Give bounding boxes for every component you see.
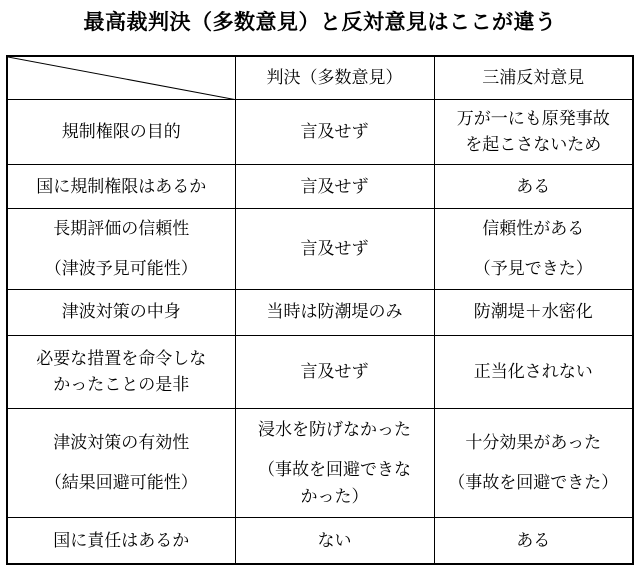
table-row (7, 209, 633, 290)
row-majority (235, 518, 434, 564)
table-row (7, 165, 633, 209)
cell-line: 正当化されない (473, 362, 593, 383)
row-majority (235, 100, 434, 165)
cell-line: 十分効果があった (465, 433, 602, 454)
cell-line: 防潮堤＋水密化 (473, 302, 593, 323)
row-majority (235, 336, 434, 409)
row-dissent (434, 518, 633, 564)
cell-line: 言及せず (300, 239, 369, 260)
cell-line: 万が一にも原発事故 (456, 109, 610, 130)
cell-line: （事故を回避できな (258, 460, 411, 481)
row-majority (235, 290, 434, 336)
row-majority (235, 209, 434, 290)
row-dissent (434, 209, 633, 290)
row-item (7, 209, 235, 290)
cell-line: 津波対策の中身 (61, 302, 181, 323)
row-item (7, 409, 235, 518)
cell-line: （津波予見可能性） (44, 259, 198, 280)
table-row (7, 290, 633, 336)
cell-line: 言及せず (300, 176, 369, 197)
header-row (7, 56, 633, 100)
cell-line: 言及せず (300, 122, 369, 143)
row-dissent (434, 409, 633, 518)
cell-line: かったことの是非 (53, 375, 190, 396)
cell-line: を起こさないため (465, 135, 602, 156)
cell-line: 国に責任はあるか (53, 530, 190, 551)
cell-line: 当時は防潮堤のみ (266, 302, 403, 323)
table-row (7, 409, 633, 518)
row-dissent (434, 290, 633, 336)
cell-line: 長期評価の信頼性 (53, 218, 190, 239)
row-dissent (434, 336, 633, 409)
cell-line: ある (516, 176, 551, 197)
cell-line: 国に規制権限はあるか (36, 176, 207, 197)
cell-line: 津波対策の有効性 (53, 433, 190, 454)
row-item (7, 100, 235, 165)
cell-line: 言及せず (300, 362, 369, 383)
row-dissent (434, 100, 633, 165)
cell-line: 必要な措置を命令しな (36, 348, 207, 369)
comparison-table (6, 55, 634, 565)
cell-line: ある (516, 530, 551, 551)
row-dissent (434, 165, 633, 209)
row-majority (235, 409, 434, 518)
cell-line: 信頼性がある (482, 218, 585, 239)
cell-line: （結果回避可能性） (44, 473, 198, 494)
cell-line: （予見できた） (473, 259, 593, 280)
table-row (7, 100, 633, 165)
cell-line: （事故を回避できた） (448, 473, 619, 494)
row-item (7, 290, 235, 336)
cell-line: 浸水を防げなかった (258, 419, 411, 440)
row-item (7, 336, 235, 409)
row-majority (235, 165, 434, 209)
header-majority: 判決（多数意見） (235, 56, 434, 100)
page-title: 最高裁判決（多数意見）と反対意見はここが違う (83, 10, 557, 34)
cell-line: 規制権限の目的 (61, 122, 181, 143)
cell-line: ない (317, 530, 352, 551)
header-dissent: 三浦反対意見 (434, 56, 633, 100)
cell-line: かった） (300, 486, 369, 507)
diagonal-divider (8, 57, 235, 99)
corner-cell (7, 56, 235, 100)
table-row (7, 336, 633, 409)
table-row (7, 518, 633, 564)
row-item (7, 165, 235, 209)
row-item (7, 518, 235, 564)
